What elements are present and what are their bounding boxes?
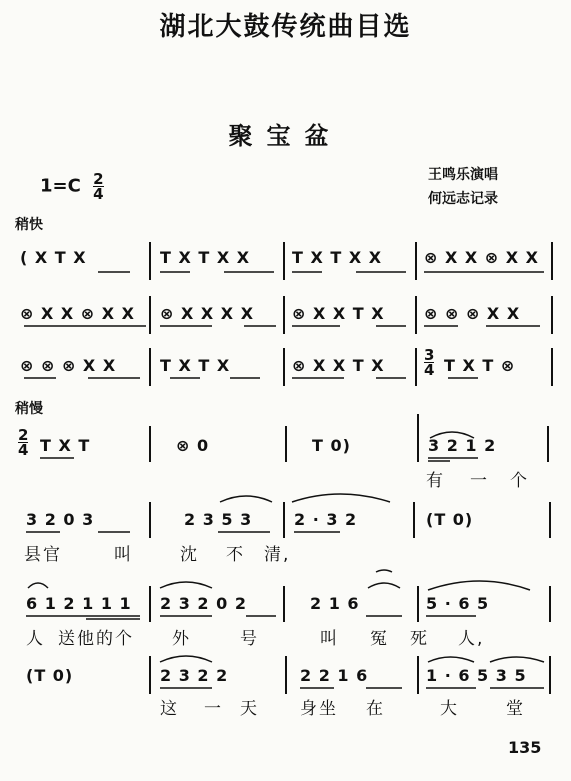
staff-row-5 [0, 510, 571, 570]
page-number: 135 [508, 738, 542, 757]
measure: ⊗ X X ⊗ X X [20, 304, 136, 323]
time-change [424, 348, 434, 377]
measure: T X T X X [160, 248, 251, 267]
lyric: 死 [410, 629, 429, 649]
key-label: 1=C [40, 175, 81, 197]
measure: 6 1 2 1 1 1 [26, 594, 132, 613]
measure: T X T ⊗ [444, 356, 516, 375]
staff-row-7 [0, 666, 571, 726]
lyric: 大 [440, 699, 459, 719]
staff-row-4 [0, 426, 571, 496]
tempo-marking-slow: 稍慢 [15, 401, 43, 417]
lyric: 个 [510, 471, 529, 491]
lyric: 堂 [506, 699, 525, 719]
lyric: 人, [458, 629, 485, 649]
staff-row-1 [0, 248, 571, 288]
measure: 2 1 6 [310, 594, 360, 613]
measure: 2 2 1 6 [300, 666, 369, 685]
lyric: 一 [470, 471, 489, 491]
lyric: 这 [160, 699, 179, 719]
lyric: 送他的个 [58, 629, 134, 649]
lyric: 有 [426, 471, 445, 491]
measure: T X T X [160, 356, 231, 375]
staff-row-3 [0, 346, 571, 396]
measure: 3 2 1 2 [428, 436, 497, 455]
lyric: 外 [172, 629, 191, 649]
tempo-marking-fast: 稍快 [15, 217, 43, 233]
measure: 2 3 2 2 [160, 666, 229, 685]
recorder-credit: 何远志记录 [428, 191, 498, 207]
lyric: 天 [240, 699, 259, 719]
lyric: 在 [366, 699, 385, 719]
measure: (T 0) [426, 510, 474, 529]
measure: 3 2 0 3 [26, 510, 95, 529]
lyric: 一 [204, 699, 223, 719]
staff-row-6 [0, 594, 571, 654]
time-numerator: 2 [18, 426, 29, 444]
measure: T 0) [312, 436, 351, 455]
book-title: 湖北大鼓传统曲目选 [159, 12, 412, 42]
measure: ⊗ ⊗ ⊗ X X [20, 356, 117, 375]
singer-credit: 王鸣乐演唱 [428, 167, 498, 183]
measure: 5 · 6 5 [426, 594, 490, 613]
measure: ⊗ X X ⊗ X X [424, 248, 540, 267]
measure: (T 0) [26, 666, 74, 685]
lyric: 人 [26, 629, 45, 649]
song-title: 聚宝盆 [228, 122, 343, 150]
time-change [18, 428, 28, 457]
time-denominator: 4 [93, 185, 104, 203]
measure: ( X T X [20, 248, 87, 267]
measure: ⊗ X X T X [292, 356, 385, 375]
measure: ⊗ X X T X [292, 304, 385, 323]
lyric: 沈 [180, 545, 199, 565]
measure: ⊗ X X X X [160, 304, 255, 323]
lyric: 清, [264, 545, 291, 565]
time-signature [93, 172, 103, 201]
measure: T X T X X [292, 248, 383, 267]
lyric: 冤 [370, 629, 389, 649]
lyric: 叫 [114, 545, 133, 565]
measure: 2 3 2 0 2 [160, 594, 247, 613]
staff-row-2 [0, 304, 571, 344]
measure: 2 · 3 2 [294, 510, 358, 529]
measure: 2 3 5 3 [184, 510, 253, 529]
time-denominator: 4 [424, 361, 435, 379]
time-numerator: 2 [93, 170, 104, 188]
lyric: 不 [226, 545, 245, 565]
lyric: 号 [240, 629, 259, 649]
time-denominator: 4 [18, 441, 29, 459]
measure: ⊗ 0 [176, 436, 210, 455]
measure: 1 · 6 5 3 5 [426, 666, 527, 685]
lyric: 叫 [320, 629, 339, 649]
lyric: 县官 [24, 545, 62, 565]
time-numerator: 3 [424, 346, 435, 364]
lyric: 身坐 [300, 699, 338, 719]
measure: ⊗ ⊗ ⊗ X X [424, 304, 521, 323]
key-signature [40, 172, 104, 201]
measure: T X T [40, 436, 91, 455]
